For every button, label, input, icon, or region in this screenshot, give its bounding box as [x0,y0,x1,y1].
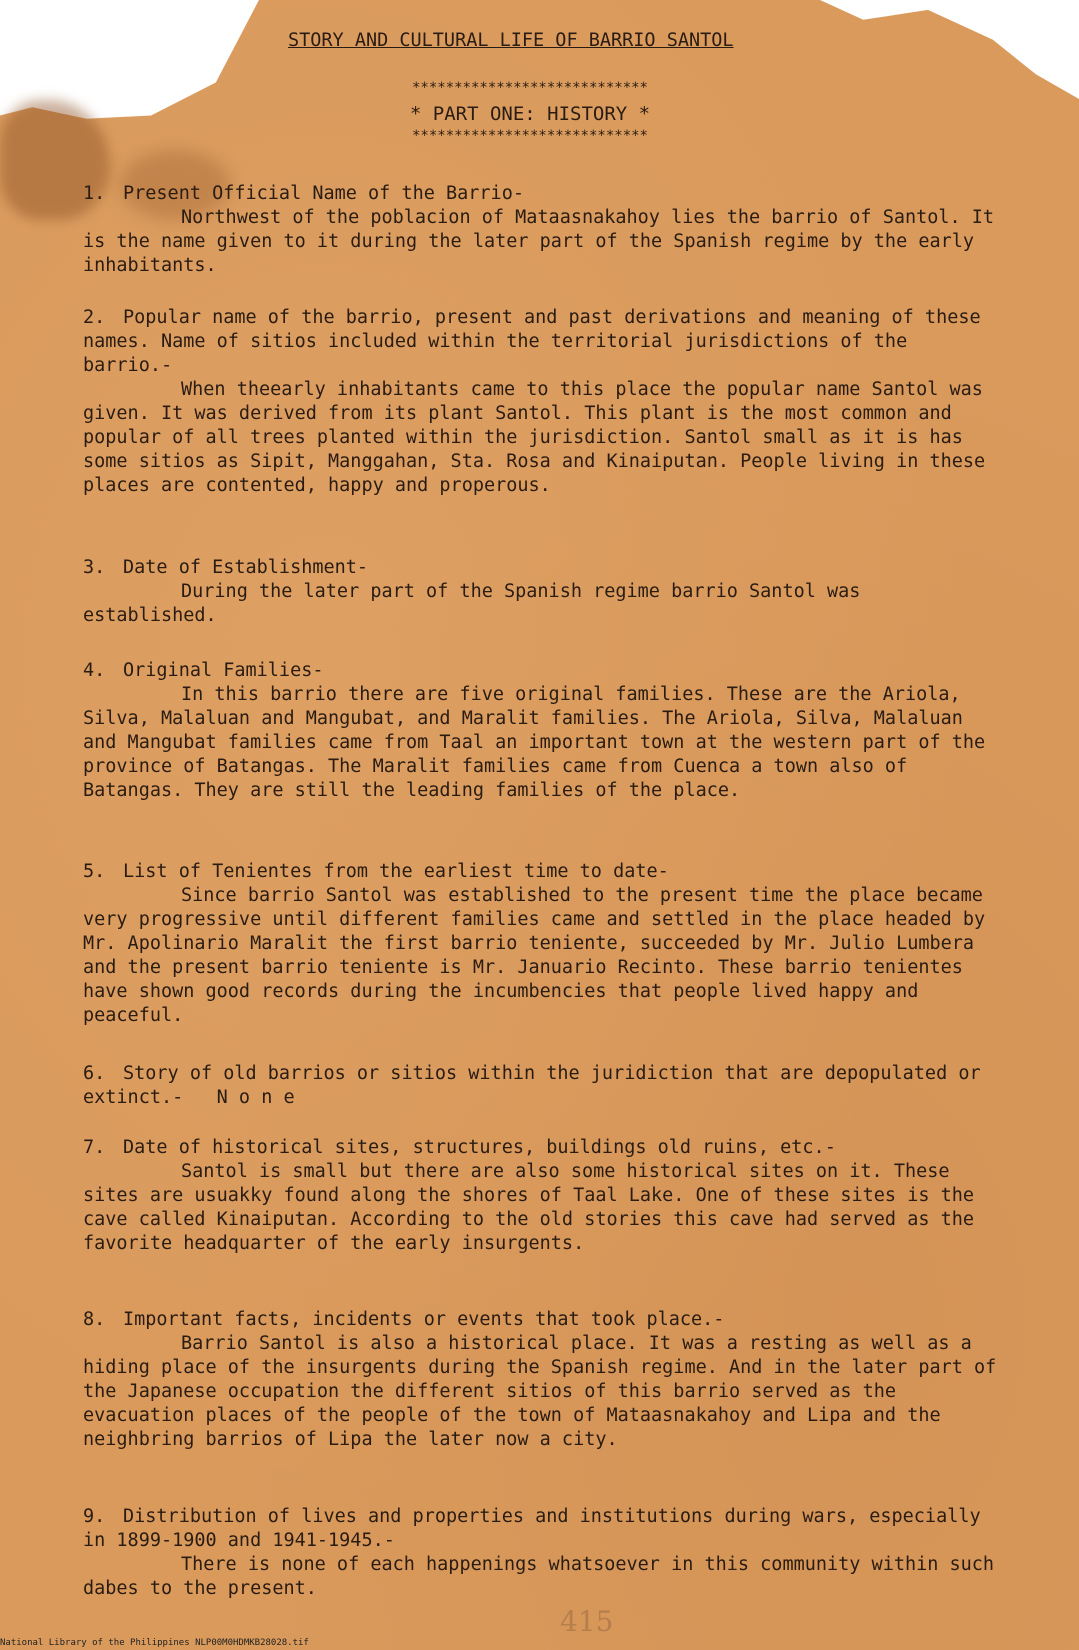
section-9 [83,1505,1003,1601]
section-number: 8. [83,1309,106,1330]
section-2 [83,306,1003,498]
section-heading: Date of historical sites, structures, buildings old ruins, etc.- [123,1137,836,1158]
section-1 [83,182,1003,278]
section-heading: Important facts, incidents or events that took place.- [123,1309,725,1330]
section-number: 2. [83,307,106,328]
section-3 [83,556,1003,628]
section-heading: List of Tenientes from the earliest time to date- [123,861,669,882]
section-body: Since barrio Santol was established to the present time the place became very progressive until different families came and settled in the place headed by Mr. Apolinario Maralit the first barrio teniente, succeeded by Mr. Julio Lumbera and the present barrio teniente is Mr. Januario Recinto. These barrio tenientes have shown good records during the incumbencies that people lived happy and peaceful. [83,885,986,1026]
section-heading: Story of old barrios or sitios within the juridiction that are depopulated or extinct.- N o n e [83,1063,992,1108]
section-body: When theearly inhabitants came to this place the popular name Santol was given. It was derived from its plant Santol. This plant is the most common and popular of all trees planted within the jurisdiction. Santol small as it is has some sitios as Sipit, Manggahan, Sta. Rosa and Kinaiputan. People living in these places are contented, happy and properous. [83,379,986,496]
section-number: 3. [83,557,106,578]
section-number: 4. [83,660,106,681]
section-heading: Popular name of the barrio, present and past derivations and meaning of these names. Name of sitios included within the territorial jurisdictions of the barrio.- [83,307,992,376]
section-8 [83,1308,1003,1452]
part-heading: * PART ONE: HISTORY * [409,103,651,125]
section-heading: Date of Establishment- [123,557,369,578]
section-heading: Original Families- [123,660,324,681]
section-number: 5. [83,861,106,882]
section-4 [83,659,1003,803]
section-number: 9. [83,1506,106,1527]
section-5 [83,860,1003,1028]
section-body: Barrio Santol is also a historical place. It was a resting as well as a hiding place of the insurgents during the Spanish regime. And in the later part of the Japanese occupation the different sitios of this barrio served as the evacuation places of the people of the town of Mataasnakahoy and Lipa and the neighbring barrios of Lipa the later now a city. [83,1333,997,1450]
section-body: Santol is small but there are also some historical sites on it. These sites are usuakky found along the shores of Taal Lake. One of these sites is the cave called Kinaiputan. According to the old stories this cave had served as the favorite headquarter of the early insurgents. [83,1161,975,1254]
section-body: Northwest of the poblacion of Mataasnakahoy lies the barrio of Santol. It is the name given to it during the later part of the Spanish regime by the early inhabitants. [83,207,995,276]
section-body: There is none of each happenings whatsoever in this community within such dabes to the present. [83,1554,995,1599]
section-number: 7. [83,1137,106,1158]
section-number: 1. [83,183,106,204]
section-number: 6. [83,1063,106,1084]
section-7 [83,1136,1003,1256]
star-divider-bottom: **************************** [411,128,648,144]
section-6 [83,1062,1003,1110]
section-heading: Present Official Name of the Barrio- [123,183,524,204]
star-divider-top: **************************** [411,80,648,96]
section-body: During the later part of the Spanish regime barrio Santol was established. [83,581,861,626]
section-heading: Distribution of lives and properties and institutions during wars, especially in 1899-1900 and 1941-1945.- [83,1506,992,1551]
scan-footer: National Library of the Philippines NLP00M0HDMKB28028.tif [0,1638,309,1648]
section-body: In this barrio there are five original families. These are the Ariola, Silva, Malaluan and Mangubat, and Maralit families. The Ariola, Silva, Malaluan and Mangubat families came from Taal an important town at the western part of the province of Batangas. The Maralit families came from Cuenca a town also of Batangas. They are still the leading families of the place. [83,684,986,801]
handwritten-page-mark: 415 [560,1605,614,1638]
document-title: STORY AND CULTURAL LIFE OF BARRIO SANTOL [288,30,734,51]
